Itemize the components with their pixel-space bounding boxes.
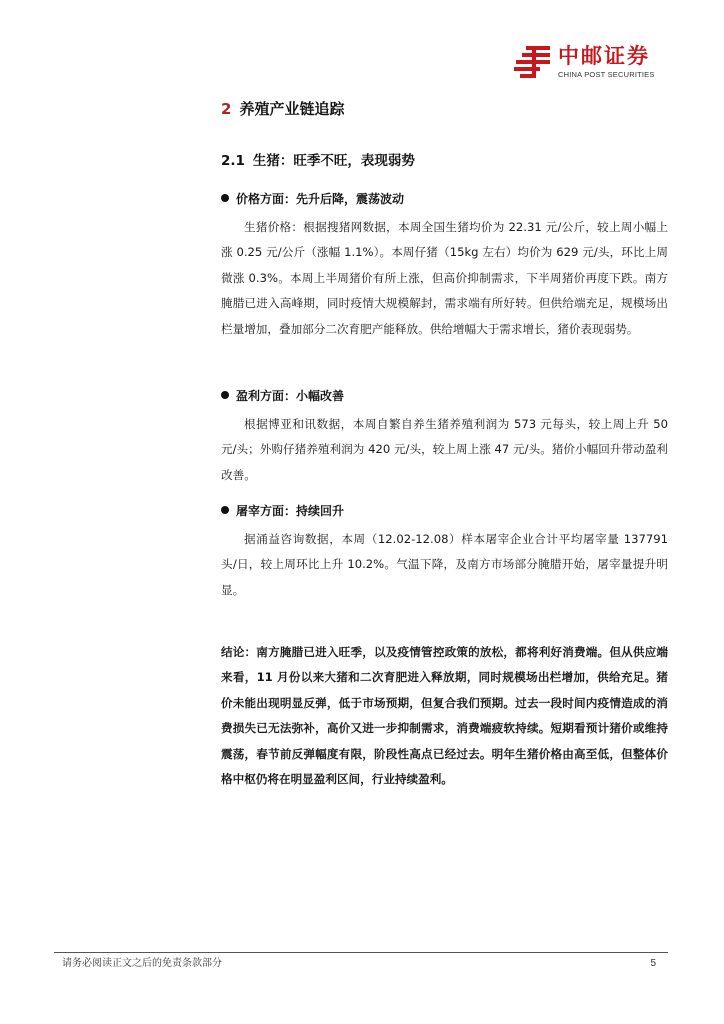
bullet-icon [221,194,229,202]
paragraph-profit: 根据博亚和讯数据，本周自繁自养生猪养殖利润为 573 元每头，较上周上升 50 元/头；外购仔猪养殖利润为 420 元/头，较上周上涨 47 元/头。猪价小幅回升带动盈利改善。 [221,417,668,482]
bullet-heading-slaughter: 屠宰方面：持续回升 [221,503,344,519]
subsection-number: 2.1 [221,153,245,169]
brand-name-cn: 中邮证券 [558,44,650,68]
section-number: 2 [221,100,232,118]
subsection-title: 生猪：旺季不旺，表现弱势 [252,153,415,169]
bullet-icon [221,391,229,399]
brand-name-en: CHINA POST SECURITIES [558,70,655,79]
bullet-heading-price: 价格方面：先升后降，震荡波动 [221,191,404,207]
footer-disclaimer: 请务必阅读正文之后的免责条款部分 [62,958,222,969]
page-number: 5 [650,958,656,969]
section-heading [221,99,668,119]
paragraph-price: 生猪价格：根据搜猪网数据，本周全国生猪均价为 22.31 元/公斤，较上周小幅上涨 0.25 元/公斤（涨幅 1.1%）。本周仔猪（15kg 左右）均价为 629 元/头，环比上周微涨 0.3%。本周上半周猪价有所上涨，但高价抑制需求，下半周猪价再度下跌。南方腌腊已进入高峰期，同时疫情大规模解封，需求端有所好转。但供给端充足，规模场出栏量增加，叠加部分二次育肥产能释放。供给增幅大于需求增长，猪价表现弱势。 [221,220,668,336]
bullet-icon [221,506,229,514]
company-logo [512,44,672,80]
subsection-heading [221,152,668,170]
conclusion-paragraph: 结论：南方腌腊已进入旺季，以及疫情管控政策的放松，都将利好消费端。但从供应端来看，11 月份以来大猪和二次育肥进入释放期，同时规模场出栏增加，供给充足。猪价未能出现明显反弹，低于市场预期，但复合我们预期。过去一段时间内疫情造成的消费损失已无法弥补，高价又进一步抑制需求，消费端疲软持续。短期看预计猪价或维持震荡，春节前反弹幅度有限，阶段性高点已经过去。明年生猪价格由高至低，但整体价格中枢仍将在明显盈利区间，行业持续盈利。 [221,645,668,787]
china-post-logo-icon [512,44,554,80]
footer-divider [54,952,668,953]
paragraph-slaughter: 据涌益咨询数据，本周（12.02-12.08）样本屠宰企业合计平均屠宰量 137791 头/日，较上周环比上升 10.2%。气温下降，及南方市场部分腌腊开始，屠宰量提升明显。 [221,532,668,597]
section-title: 养殖产业链追踪 [239,100,345,118]
bullet-heading-profit: 盈利方面：小幅改善 [221,388,344,404]
